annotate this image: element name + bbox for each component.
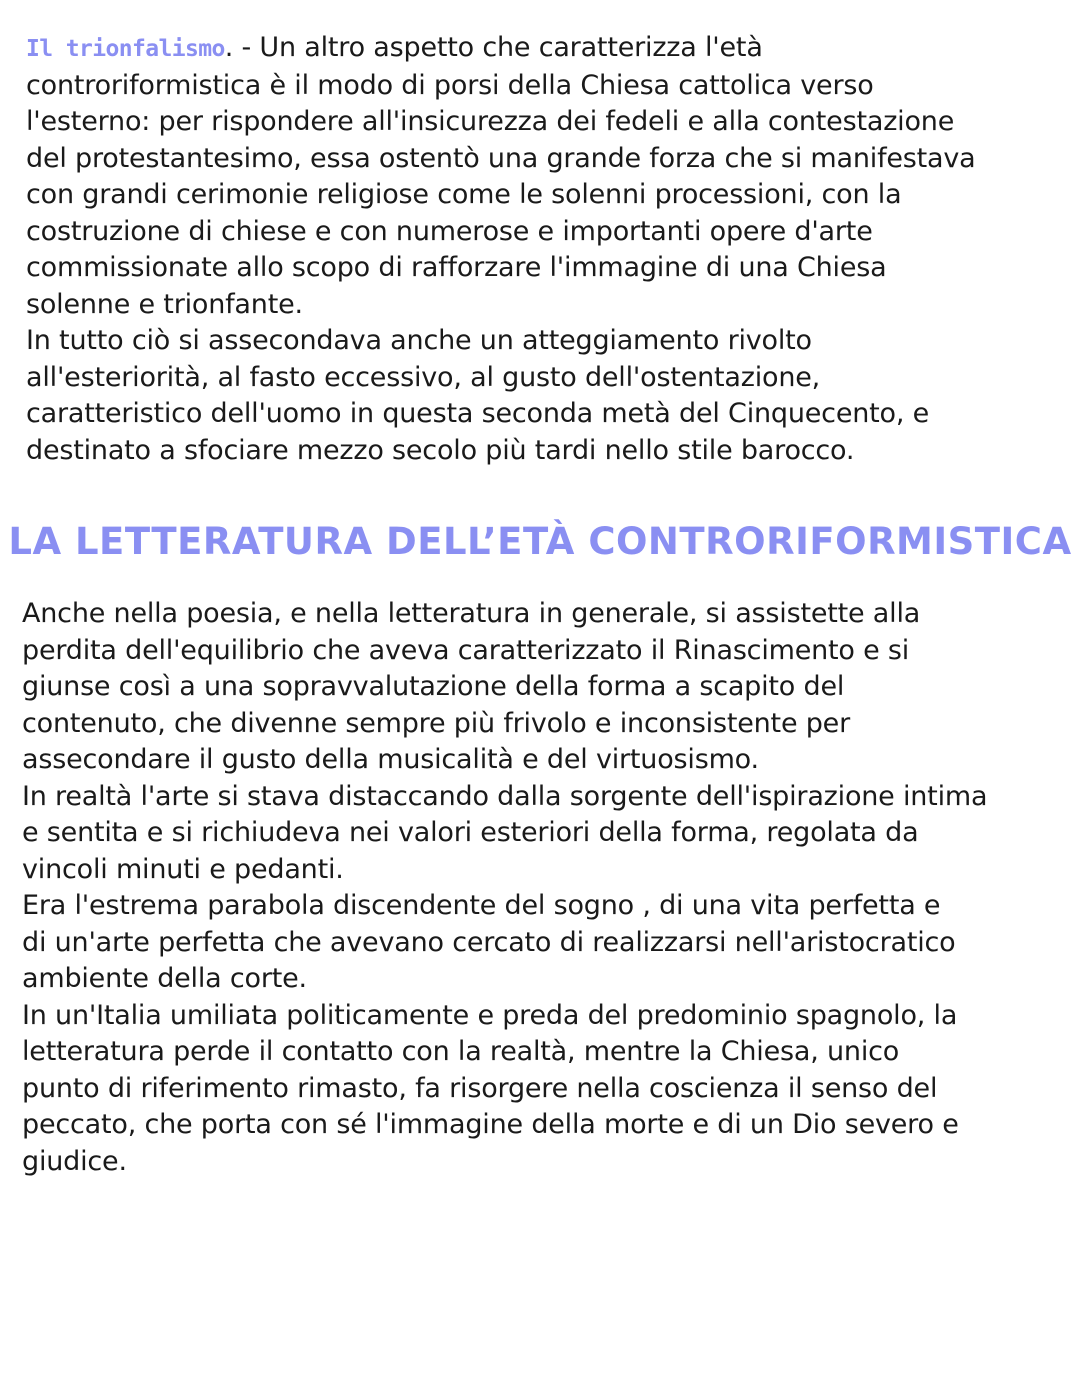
section-heading: LA LETTERATURA DELL’ETÀ CONTRORIFORMISTICA [8, 520, 1072, 563]
paragraph-arte: In realtà l'arte si stava distaccando dalla sorgente dell'ispirazione intima e sentita e si richiudeva nei valori esteriori della forma, regolata da vincoli minuti e pedanti. [22, 780, 988, 885]
paragraph-poesia: Anche nella poesia, e nella letteratura in generale, si assistette alla perdita dell'equilibrio che aveva caratterizzato il Rinascimento e si giunse così a una sopravvalutazione della forma a scapito del contenuto, che divenne sempre più frivolo e inconsistente per assecondare il gusto della musicalità e del virtuosismo. [22, 598, 921, 775]
paragraph-trionfalismo [26, 30, 1066, 323]
section-trionfalismo [26, 30, 1066, 469]
paragraph-trionfalismo-text: . - Un altro aspetto che caratterizza l'età controriformistica è il modo di porsi della Chiesa cattolica verso l'esterno: per rispondere all'insicurezza dei fedeli e alla contestazione del protestantesimo, essa ostentò una grande forza che si manifestava con grandi cerimonie religiose come le solenni processioni, con la costruzione di chiese e con numerose e importanti opere d'arte commissionate allo scopo di rafforzare l'immagine di una Chiesa solenne e trionfante. [26, 32, 976, 320]
section-letteratura [22, 596, 1067, 1180]
keyword-trionfalismo: Il trionfalismo [26, 36, 225, 62]
paragraph-esteriorita: In tutto ciò si assecondava anche un atteggiamento rivolto all'esteriorità, al fasto eccessivo, al gusto dell'ostentazione, caratteristico dell'uomo in questa seconda metà del Cinquecento, e destinato a sfociare mezzo secolo più tardi nello stile barocco. [26, 325, 930, 466]
paragraph-italia: In un'Italia umiliata politicamente e preda del predominio spagnolo, la letteratura perde il contatto con la realtà, mentre la Chiesa, unico punto di riferimento rimasto, fa risorgere nella coscienza il senso del peccato, che porta con sé l'immagine della morte e di un Dio severo e giudice. [22, 999, 959, 1177]
paragraph-sogno: Era l'estrema parabola discendente del sogno , di una vita perfetta e di un'arte perfetta che avevano cercato di realizzarsi nell'aristocratico ambiente della corte. [22, 890, 956, 994]
